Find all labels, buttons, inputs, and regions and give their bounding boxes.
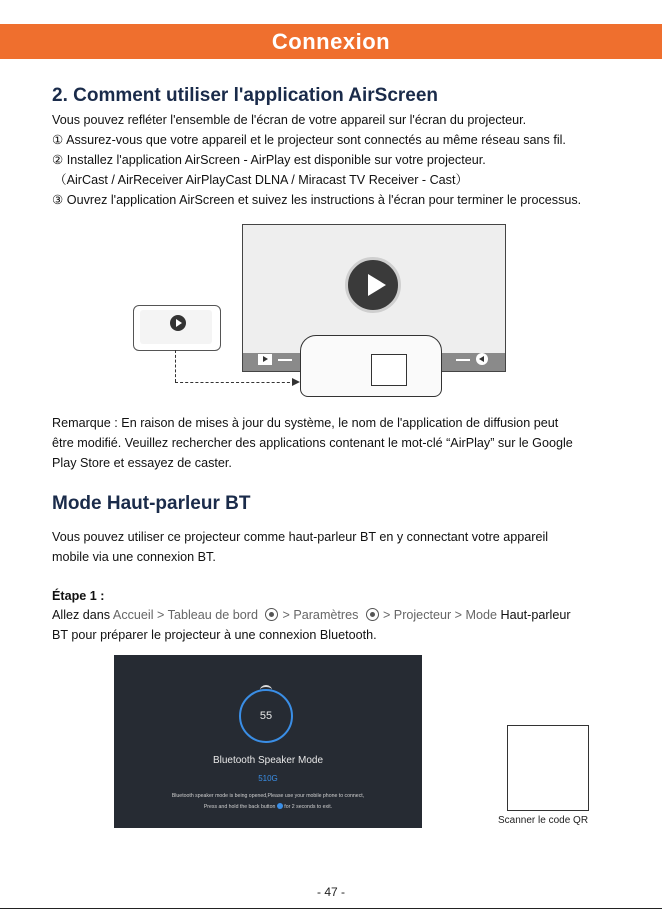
play-icon <box>170 315 186 331</box>
back-control-icon <box>476 353 488 365</box>
bt-intro-line: mobile via une connexion BT. <box>52 550 216 564</box>
play-control-icon <box>258 354 272 365</box>
step-prefix: Allez dans <box>52 608 111 622</box>
connection-dashed-line <box>175 382 295 383</box>
bt-message-part: for 2 seconds to exit. <box>284 804 333 810</box>
back-button-icon <box>277 803 283 809</box>
progress-line-icon <box>456 359 470 361</box>
step-path-line <box>52 605 571 625</box>
connection-dashed-line <box>175 350 176 382</box>
step-title: Étape 1 : <box>52 589 105 603</box>
countdown-ring <box>239 689 293 743</box>
step-line-2: BT pour préparer le projecteur à une connexion Bluetooth. <box>52 628 377 642</box>
menu-path: > Projecteur > Mode <box>382 608 498 622</box>
countdown-value: 55 <box>259 710 273 722</box>
countdown-arc <box>260 685 272 695</box>
bt-message-part: Press and hold the back button <box>203 804 276 810</box>
page-title: Connexion <box>271 28 391 54</box>
step-3-line: ③ Ouvrez l'application AirScreen et suivez les instructions à l'écran pour terminer le processus. <box>52 193 582 207</box>
section-heading-bt: Mode Haut-parleur BT <box>52 493 251 514</box>
projector-lens <box>371 354 407 386</box>
intro-line: Vous pouvez refléter l'ensemble de l'écran de votre appareil sur l'écran du projecteur. <box>52 113 527 127</box>
bt-speaker-screen <box>114 655 422 828</box>
phone-illustration <box>133 305 221 351</box>
qr-caption: Scanner le code QR <box>498 815 589 826</box>
header-bar <box>0 24 662 59</box>
remark-line: Remarque : En raison de mises à jour du système, le nom de l'application de diffusion peut <box>52 416 559 430</box>
bt-intro-line: Vous pouvez utiliser ce projecteur comme haut-parleur BT en y connectant votre appareil <box>52 530 549 544</box>
gear-icon <box>265 608 278 621</box>
step-suffix: Haut-parleur <box>500 608 571 622</box>
play-icon <box>345 257 401 313</box>
section-heading-airscreen: 2. Comment utiliser l'application AirScreen <box>52 85 439 106</box>
projector-illustration <box>300 335 442 397</box>
menu-path: Accueil > Tableau de bord <box>112 608 258 622</box>
progress-line-icon <box>278 359 292 361</box>
bt-mode-title: Bluetooth Speaker Mode <box>212 755 324 766</box>
step-2-line: ② Installez l'application AirScreen - AirPlay est disponible sur votre projecteur. <box>52 153 486 167</box>
app-list-line: （AirCast / AirReceiver AirPlayCast DLNA / Miracast TV Receiver - Cast） <box>54 173 469 187</box>
qr-code-placeholder <box>507 725 589 811</box>
arrow-right-icon <box>292 378 300 386</box>
bt-message: Bluetooth speaker mode is being opened,Please use your mobile phone to connect, <box>171 793 365 799</box>
remark-line: Play Store et essayez de caster. <box>52 456 232 470</box>
phone-screen <box>140 310 212 344</box>
step-1-line: ① Assurez-vous que votre appareil et le projecteur sont connectés au même réseau sans fil. <box>52 133 566 147</box>
bt-device-code: 510G <box>258 774 278 783</box>
bt-message <box>114 803 422 810</box>
remark-line: être modifié. Veuillez rechercher des applications contenant le mot-clé “AirPlay” sur le Google <box>52 436 573 450</box>
footer-divider <box>0 908 662 909</box>
page-number: - 47 - <box>316 885 345 899</box>
menu-path: > Paramètres <box>282 608 359 622</box>
gear-icon <box>366 608 379 621</box>
